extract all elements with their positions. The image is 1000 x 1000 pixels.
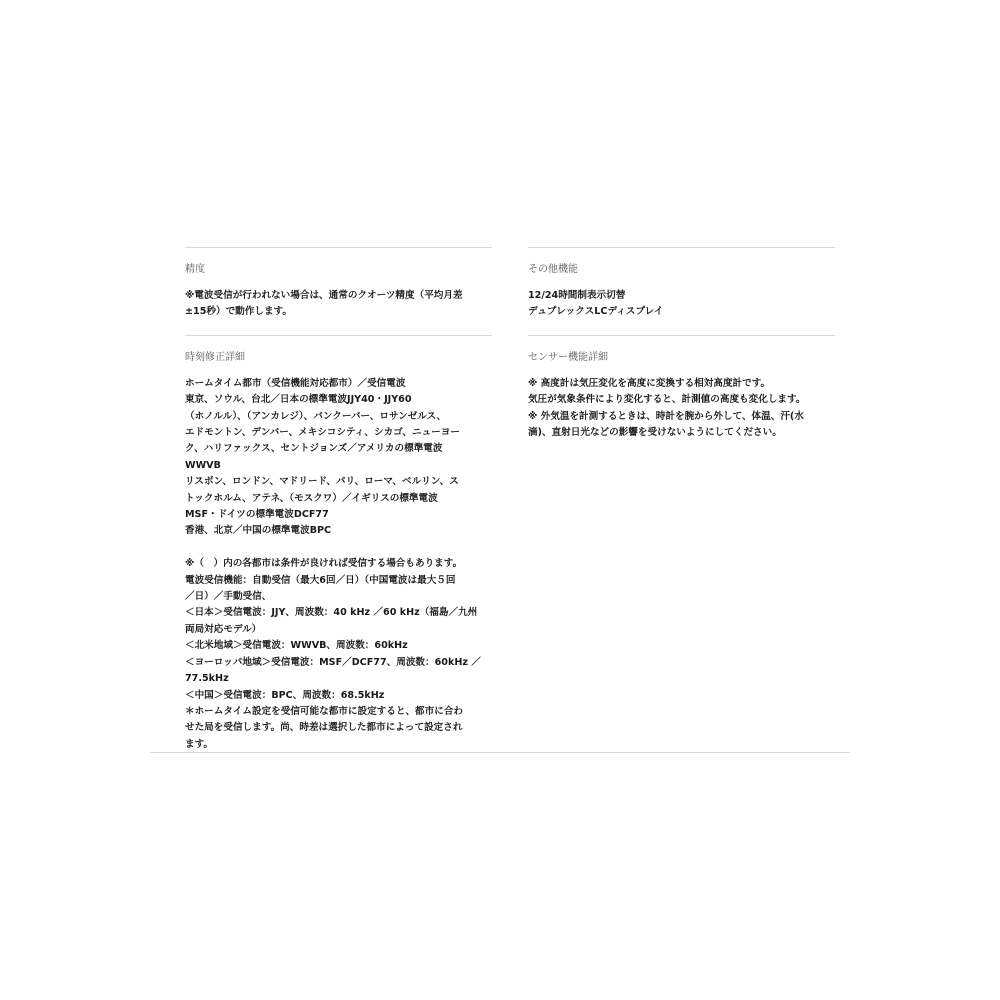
spec-section-other-functions — [528, 247, 835, 335]
body-line: デュプレックスLCディスプレイ — [528, 306, 664, 318]
spec-section-accuracy — [185, 247, 492, 335]
section-body-time-correction — [185, 376, 492, 767]
spec-section-sensor-details — [528, 335, 835, 456]
body-line: 東京、ソウル、台北／日本の標準電波JJY40・JJY60 — [185, 394, 412, 406]
body-line: ます。 — [185, 738, 214, 750]
body-line: MSF・ドイツの標準電波DCF77 — [185, 509, 329, 521]
spec-section-time-correction — [185, 335, 492, 767]
body-line: WWVB — [185, 459, 221, 471]
body-line: ※ 外気温を計測するときは、時計を腕から外して、体温、汗(水 — [528, 410, 804, 422]
body-line: ／日）／手動受信、 — [185, 591, 272, 603]
body-line: 77.5kHz — [185, 673, 229, 685]
body-line: ※ 高度計は気圧変化を高度に変換する相対高度計です。 — [528, 377, 771, 389]
section-title-other-functions: その他機能 — [528, 264, 578, 275]
body-line: ※電波受信が行われない場合は、通常のクオーツ精度（平均月差 — [185, 290, 463, 301]
body-line: ＜ヨーロッパ地域＞受信電波：MSF／DCF77、周波数：60kHz ／ — [185, 656, 481, 668]
section-title-sensor-details: センサー機能詳細 — [528, 351, 608, 363]
body-line: トックホルム、アテネ、（モスクワ）／イギリスの標準電波 — [185, 492, 438, 504]
body-line: エドモントン、デンバー、メキシコシティ、シカゴ、ニューヨー — [185, 427, 460, 439]
body-line: 両局対応モデル） — [185, 623, 262, 635]
body-line: 12/24時間制表示切替 — [528, 290, 626, 301]
body-line: （ホノルル）、（アンカレジ）、バンクーバー、ロサンゼルス、 — [185, 410, 447, 422]
spec-column-right — [528, 247, 835, 455]
body-line: せた局を受信します。尚、時差は選択した都市によって設定され — [185, 722, 463, 734]
body-line: ク、ハリファックス、セントジョンズ／アメリカの標準電波 — [185, 443, 443, 455]
body-line: ※（ ）内の各都市は条件が良ければ受信する場合もあります。 — [185, 558, 463, 570]
body-line: 電波受信機能：自動受信（最大6回／日）（中国電波は最大５回 — [185, 574, 456, 586]
body-line: ＜中国＞受信電波：BPC、周波数：68.5kHz — [185, 689, 385, 701]
paragraph-gap — [185, 540, 492, 556]
section-title-time-correction: 時刻修正詳細 — [185, 351, 245, 363]
section-body-accuracy — [185, 288, 492, 335]
section-title-accuracy: 精度 — [185, 264, 205, 275]
section-body-sensor-details — [528, 376, 835, 456]
section-body-other-functions — [528, 288, 835, 335]
body-line: ホームタイム都市（受信機能対応都市）／受信電波 — [185, 377, 406, 389]
body-line: リスボン、ロンドン、マドリード、パリ、ローマ、ベルリン、ス — [185, 476, 459, 488]
body-line: ±15秒）で動作します。 — [185, 306, 292, 318]
body-line: 気圧が気象条件により変化すると、計測値の高度も変化します。 — [528, 394, 806, 406]
body-line: ＊ホームタイム設定を受信可能な都市に設定すると、都市に合わ — [185, 705, 464, 717]
body-line: ＜日本＞受信電波：JJY、周波数：40 kHz ／60 kHz（福島／九州 — [185, 607, 478, 619]
body-line: 滴)、直射日光などの影響を受けないようにしてください。 — [528, 427, 782, 439]
spec-column-left — [185, 247, 492, 767]
body-line: 香港、北京／中国の標準電波BPC — [185, 525, 332, 537]
body-line: ＜北米地域＞受信電波：WWVB、周波数：60kHz — [185, 640, 408, 652]
bottom-divider — [150, 752, 850, 753]
